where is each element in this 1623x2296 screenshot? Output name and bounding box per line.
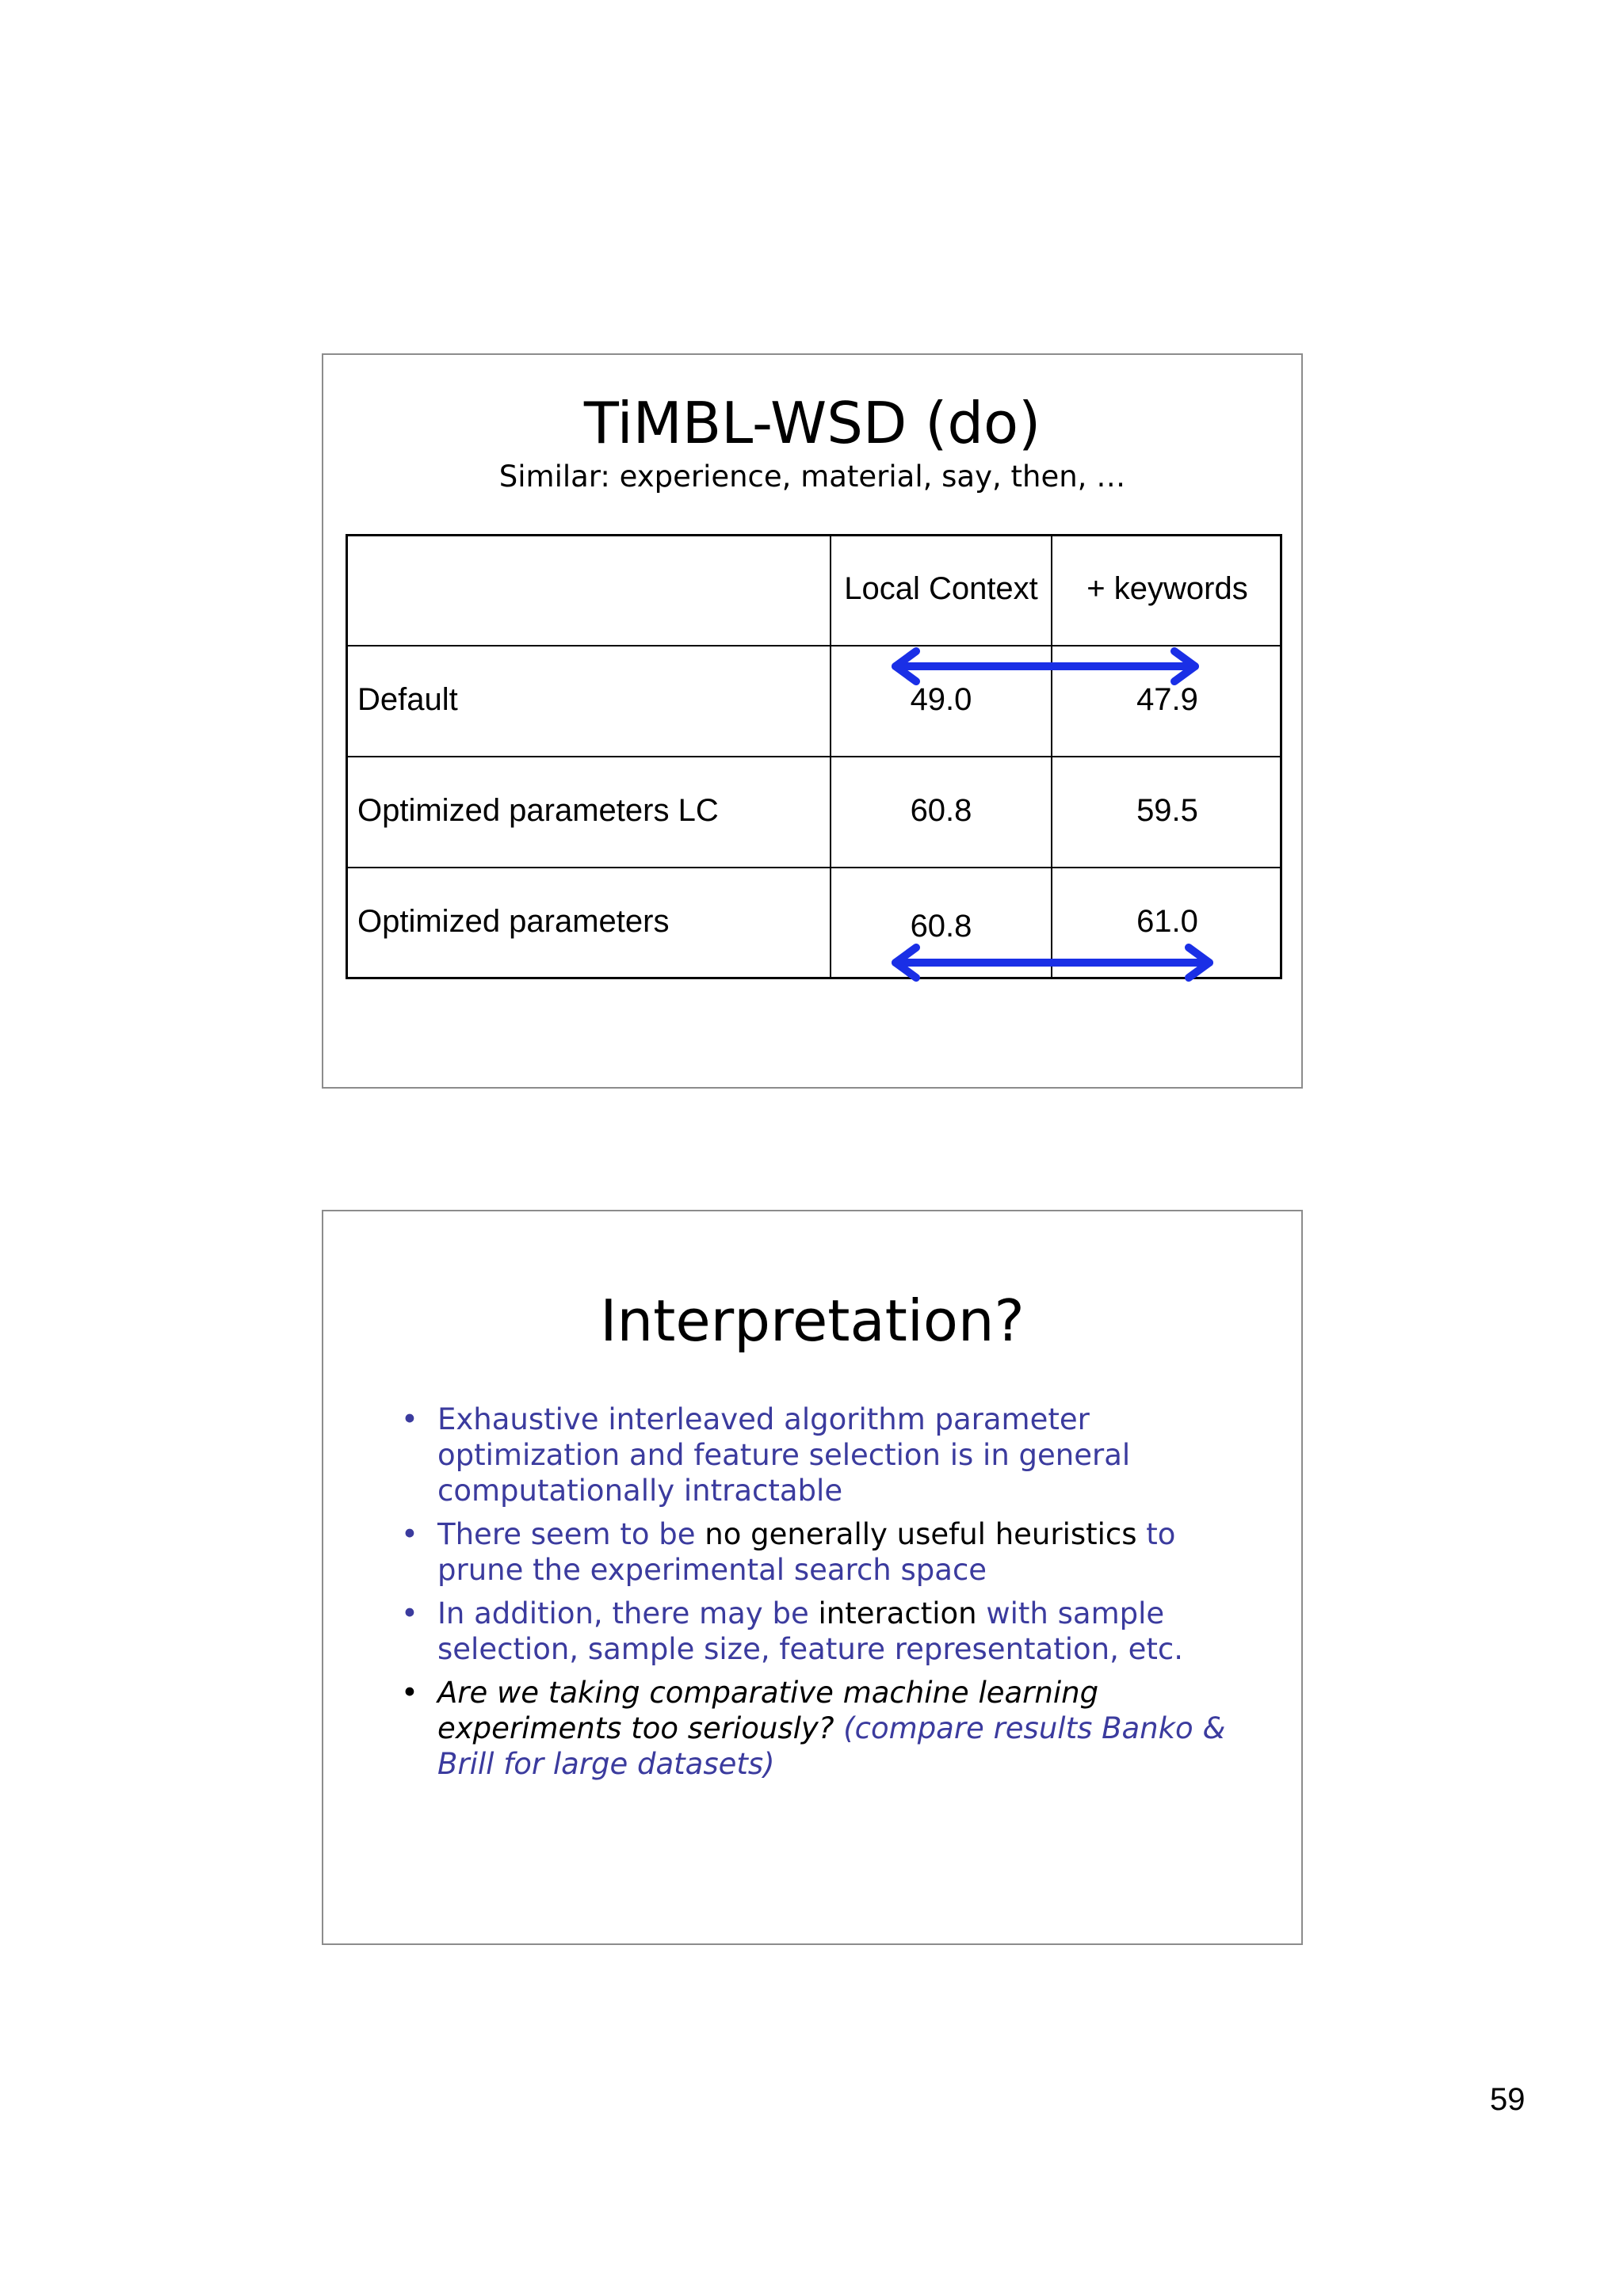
slide-title: Interpretation?	[600, 1287, 1025, 1354]
bullet-marker: •	[401, 1596, 418, 1630]
slide-subtitle: Similar: experience, material, say, then, …	[498, 460, 1126, 494]
bullet-emphasis: Are we taking comparative machine learning experiments too seriously?	[437, 1676, 1099, 1745]
bullet-item	[401, 1675, 1241, 1782]
column-header-keywords: + keywords	[1086, 571, 1248, 606]
bullet-text: There seem to be	[437, 1517, 705, 1551]
bullet-marker: •	[401, 1402, 418, 1436]
row-label-optimized: Optimized parameters	[357, 904, 670, 939]
bullet-text: In addition, there may be	[437, 1596, 819, 1630]
cell-optimized-local-context: 60.8	[910, 909, 972, 944]
table-row-divider	[348, 867, 1280, 868]
results-table	[346, 534, 1282, 979]
bullet-text: with sample selection, sample size, feature representation, etc.	[437, 1596, 1183, 1666]
bullet-emphasis: interaction	[818, 1596, 977, 1630]
table-row-divider	[348, 645, 1280, 646]
bullet-marker: •	[401, 1517, 418, 1551]
bullet-item	[401, 1402, 1241, 1508]
slide-title: TiMBL-WSD (do)	[583, 390, 1041, 456]
bullet-emphasis: no generally useful heuristics	[705, 1517, 1137, 1551]
row-label-default: Default	[357, 682, 458, 717]
bullet-text: to prune the experimental search space	[437, 1517, 1176, 1587]
table-row-divider	[348, 756, 1280, 757]
bullet-list	[401, 1402, 1241, 1790]
bullet-text: Exhaustive interleaved algorithm parameter optimization and feature selection is in general computationally intractable	[437, 1402, 1131, 1508]
page-number: 59	[1490, 2082, 1526, 2117]
cell-optimized-lc-local-context: 60.8	[910, 793, 972, 828]
column-header-local-context: Local Context	[844, 571, 1038, 606]
row-label-optimized-lc: Optimized parameters LC	[357, 793, 719, 828]
slide-interpretation	[322, 1210, 1303, 1945]
bullet-item	[401, 1516, 1241, 1588]
cell-default-local-context: 49.0	[910, 682, 972, 717]
slide-timbl-wsd	[322, 353, 1303, 1089]
bullet-item	[401, 1596, 1241, 1667]
cell-default-keywords: 47.9	[1136, 682, 1198, 717]
bullet-text: (compare results Banko & Brill for large datasets)	[437, 1711, 1226, 1781]
cell-optimized-keywords: 61.0	[1136, 904, 1198, 939]
cell-optimized-lc-keywords: 59.5	[1136, 793, 1198, 828]
bullet-marker: •	[401, 1676, 418, 1710]
